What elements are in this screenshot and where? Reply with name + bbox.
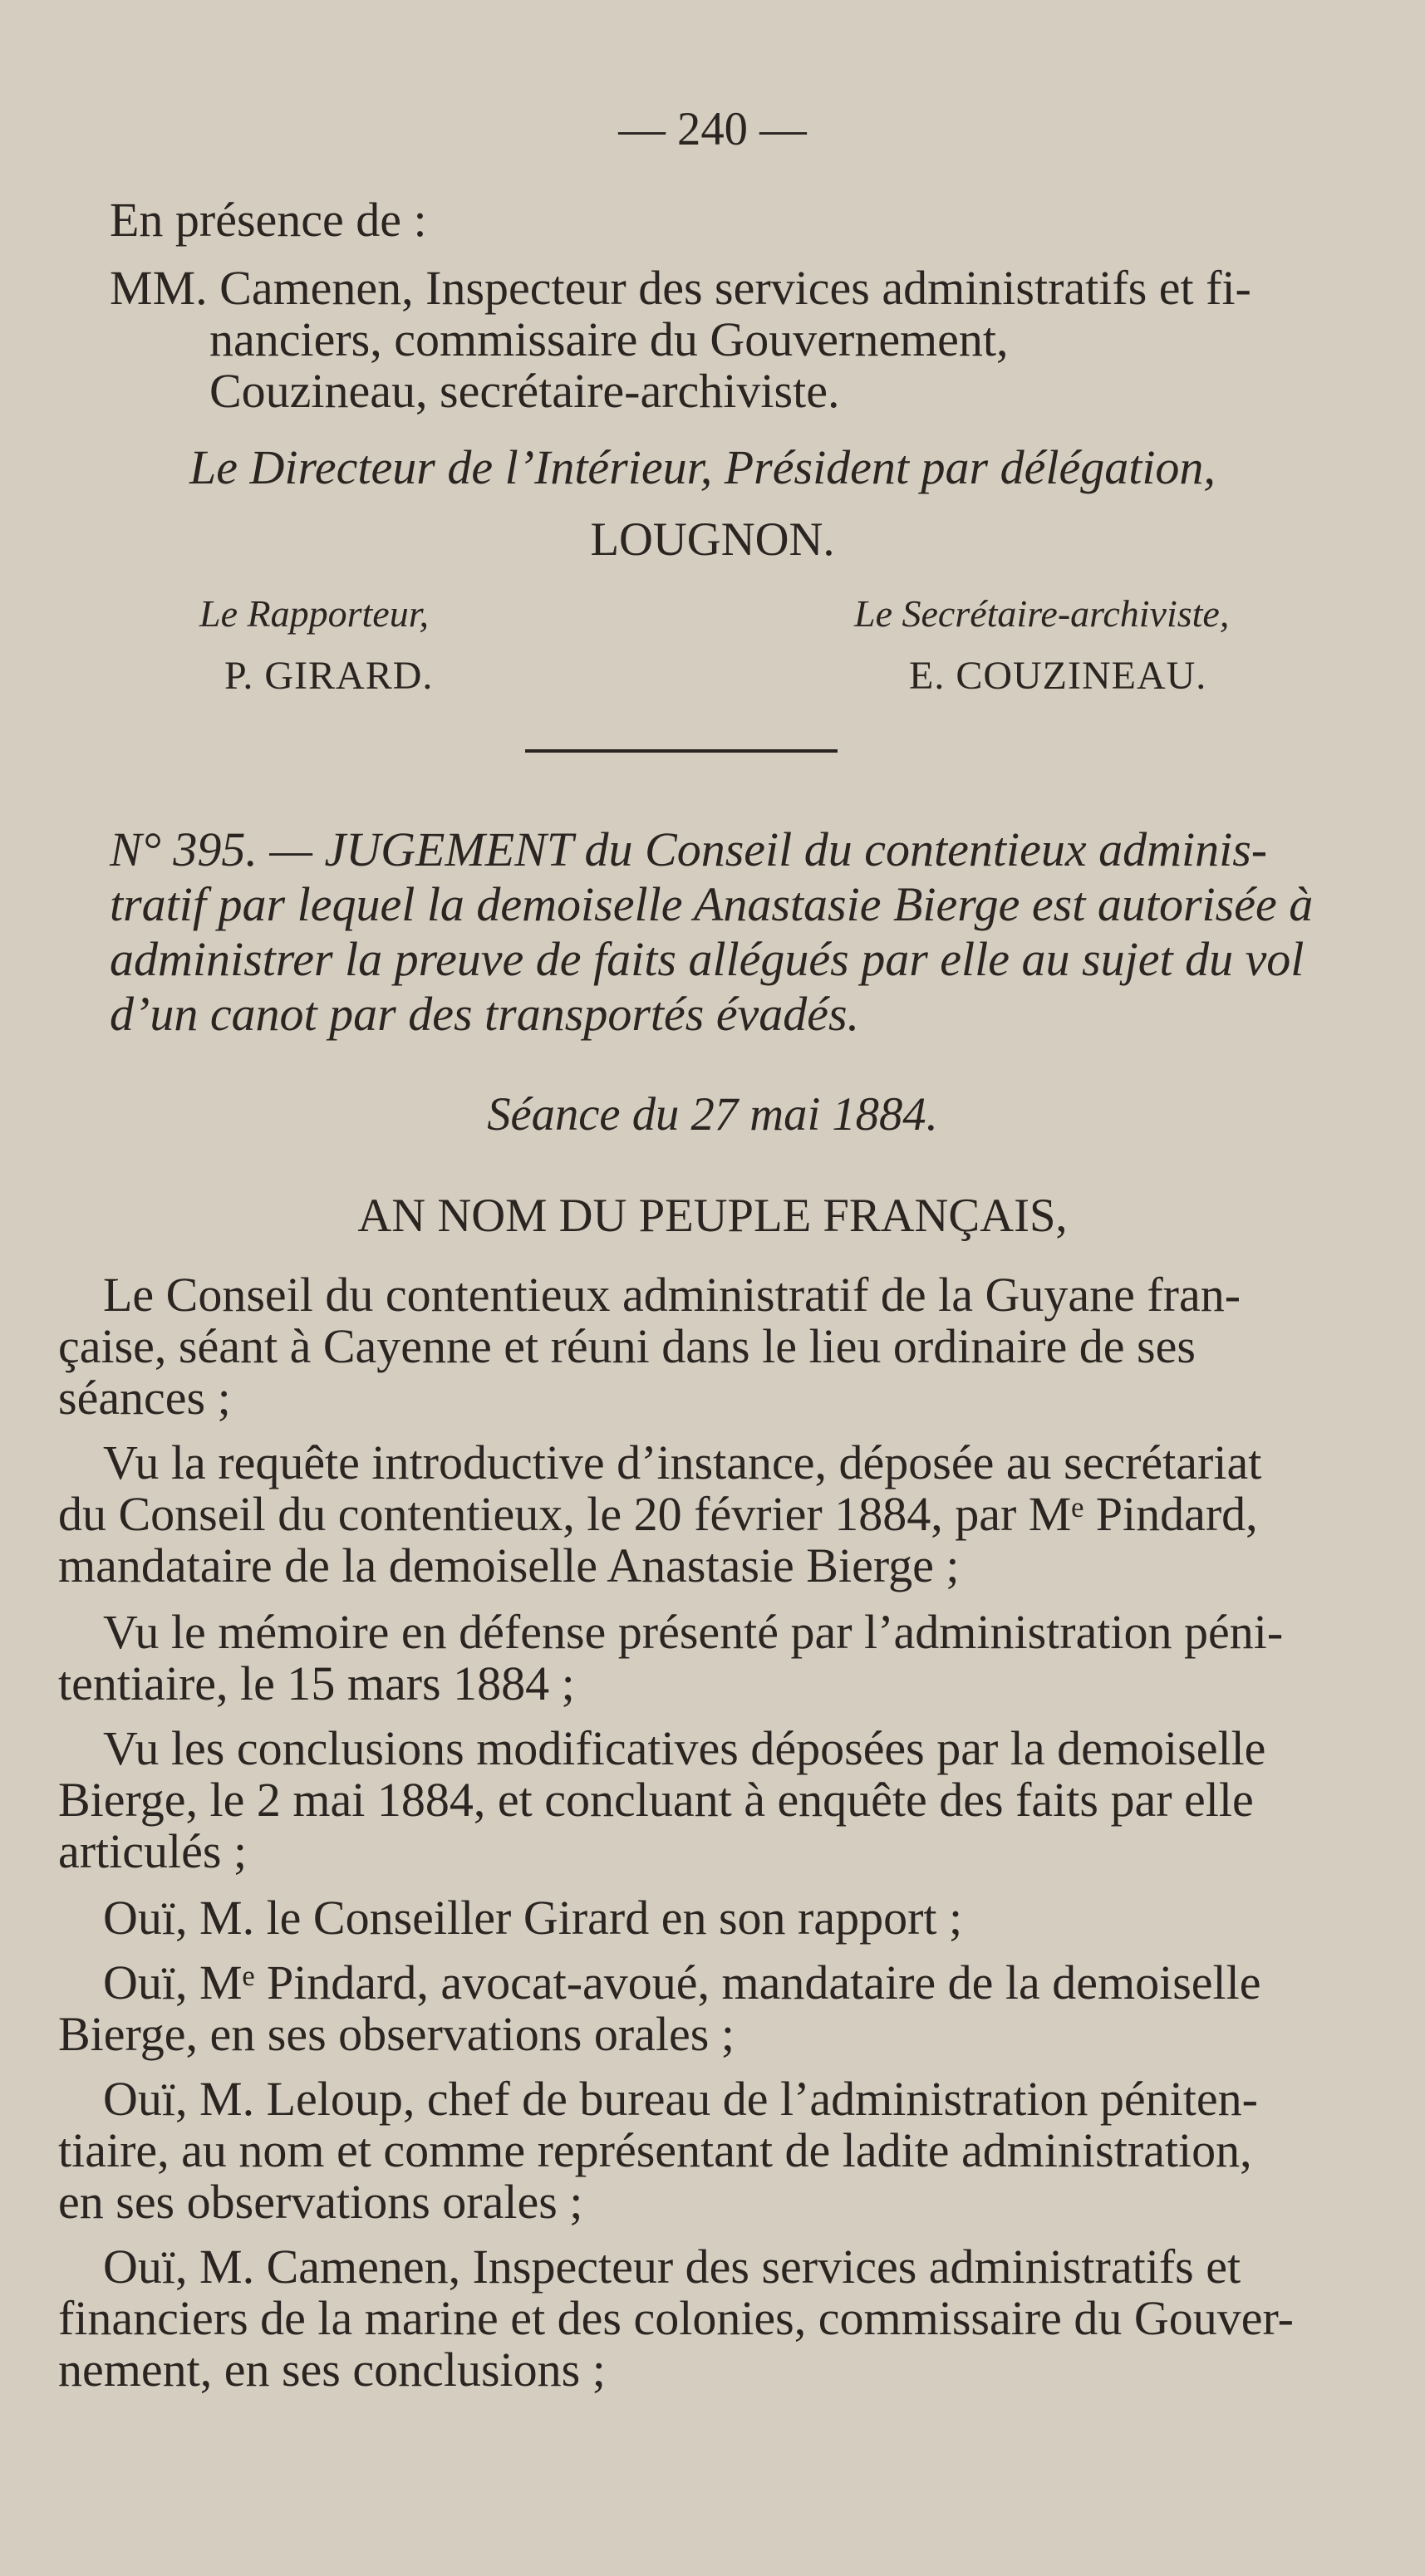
body-line: Ouï, M. Camenen, Inspecteur des services administratifs et (103, 2240, 1241, 2294)
body-line: Vu la requête introductive d’instance, déposée au secrétariat (103, 1435, 1262, 1489)
director-name: LOUGNON. (590, 514, 835, 566)
section-divider (525, 749, 838, 753)
body-line: çaise, séant à Cayenne et réuni dans le lieu ordinaire de ses (58, 1319, 1196, 1373)
body-line: Vu les conclusions modificatives déposées par la demoiselle (103, 1721, 1266, 1775)
presence-line: Couzineau, secrétaire-archiviste. (209, 364, 840, 418)
judgment-title: d’un canot par des transportés évadés. (110, 987, 860, 1041)
secretary-title: Le Secrétaire-archiviste, (854, 592, 1230, 635)
body-line: séances ; (58, 1371, 231, 1425)
judgment-title: administrer la preuve de faits allégués par elle au sujet du vol (110, 932, 1305, 986)
presence-line: nanciers, commissaire du Gouvernement, (209, 312, 1009, 366)
section-heading: AN NOM DU PEUPLE FRANÇAIS, (357, 1190, 1068, 1242)
body-line: Ouï, M. Leloup, chef de bureau de l’administration péniten- (103, 2072, 1258, 2126)
body-line: tentiaire, le 15 mars 1884 ; (58, 1656, 575, 1710)
rapporteur-name: P. GIRARD. (224, 654, 434, 698)
body-line: mandataire de la demoiselle Anastasie Bierge ; (58, 1538, 960, 1592)
body-line: Ouï, M. le Conseiller Girard en son rapport ; (103, 1891, 963, 1945)
rapporteur-title: Le Rapporteur, (199, 592, 429, 635)
page-number: — 240 — (618, 104, 807, 155)
judgment-title: tratif par lequel la demoiselle Anastasie Bierge est autorisée à (110, 877, 1314, 931)
body-line: Bierge, le 2 mai 1884, et concluant à enquête des faits par elle (58, 1773, 1254, 1827)
body-line: Bierge, en ses observations orales ; (58, 2007, 735, 2061)
judgment-title: N° 395. — JUGEMENT du Conseil du contentieux adminis- (110, 822, 1268, 876)
secretary-name: E. COUZINEAU. (909, 654, 1207, 698)
body-line: du Conseil du contentieux, le 20 février 1884, par Mᵉ Pindard, (58, 1487, 1258, 1541)
body-line: articulés ; (58, 1824, 248, 1878)
body-line: tiaire, au nom et comme représentant de ladite administration, (58, 2123, 1252, 2177)
body-line: Ouï, Mᵉ Pindard, avocat-avoué, mandataire de la demoiselle (103, 1955, 1261, 2009)
body-line: nement, en ses conclusions ; (58, 2343, 606, 2397)
session-date: Séance du 27 mai 1884. (487, 1089, 938, 1141)
director-title: Le Directeur de l’Intérieur, Président par délégation, (189, 440, 1216, 494)
body-line: Le Conseil du contentieux administratif de la Guyane fran- (103, 1268, 1241, 1322)
body-line: en ses observations orales ; (58, 2175, 583, 2229)
presence-intro: En présence de : (110, 193, 427, 247)
body-line: Vu le mémoire en défense présenté par l’administration péni- (103, 1605, 1284, 1659)
presence-line: MM. Camenen, Inspecteur des services administratifs et fi- (110, 261, 1251, 315)
body-line: financiers de la marine et des colonies, commissaire du Gouver- (58, 2291, 1294, 2345)
